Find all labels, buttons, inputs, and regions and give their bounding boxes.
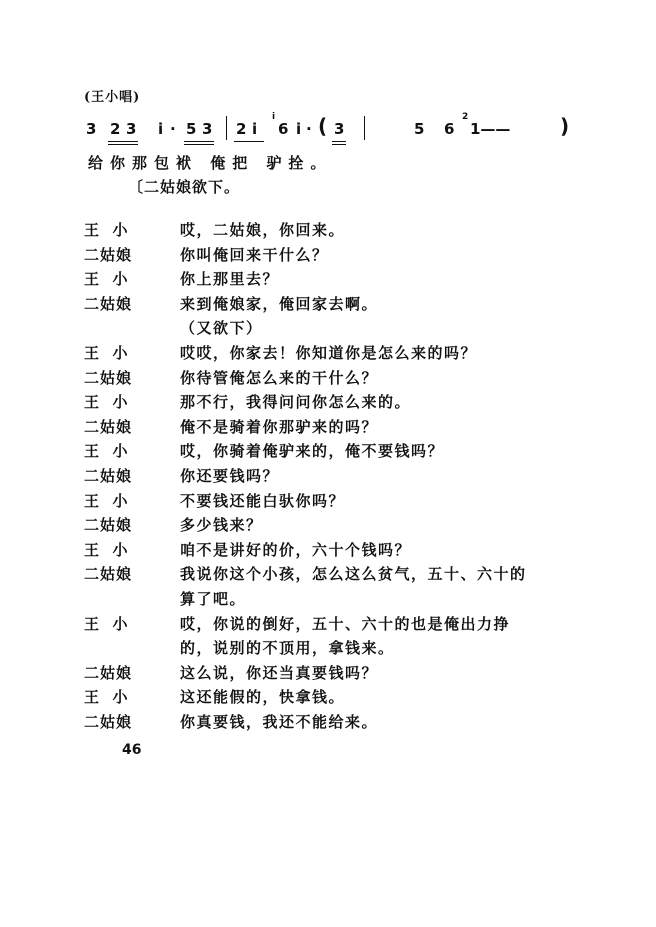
speaker: 王 小: [84, 442, 129, 461]
line: 这么说，你还当真要钱吗？: [180, 663, 379, 682]
dialogue-row: [84, 710, 604, 735]
line: 算了吧。: [180, 589, 247, 608]
line: 的，说别的不顶用，拿钱来。: [180, 639, 395, 658]
stage-direction: （又欲下）: [180, 319, 263, 338]
speaker: 二姑娘: [84, 466, 133, 485]
dialogue-row: [84, 636, 604, 661]
dialogue-row: [84, 661, 604, 686]
note: 3: [86, 120, 97, 138]
dialogue-row: [84, 415, 604, 440]
speaker: [84, 636, 180, 661]
note: 5: [186, 120, 197, 138]
speaker: 二姑娘: [84, 294, 133, 313]
dialogue-row: [84, 439, 604, 464]
line: 咱不是讲好的价，六十个钱吗？: [180, 540, 412, 559]
close-paren: ): [560, 114, 570, 138]
stage-direction: 〔二姑娘欲下。: [128, 178, 241, 196]
lyric-line: 给你那包袱 俺把 驴拴。: [88, 154, 333, 172]
note: i: [252, 120, 258, 138]
singer-note: (王小唱): [84, 90, 141, 105]
note: 3: [334, 120, 345, 138]
line: 不要钱还能白驮你吗？: [180, 491, 346, 510]
speaker: 王 小: [84, 614, 129, 633]
dialogue-row: [84, 489, 604, 514]
dialogue-row: [84, 243, 604, 268]
speaker: 王 小: [84, 540, 129, 559]
line: 我说你这个小孩，怎么这么贫气，五十、六十的: [180, 565, 527, 584]
page-number: 46: [122, 742, 142, 758]
line: 那不行，我得问问你怎么来的。: [180, 393, 412, 412]
line: 你待管俺怎么来的干什么？: [180, 368, 379, 387]
note: 2: [236, 120, 247, 138]
grace-note: i: [272, 112, 276, 122]
speaker: 二姑娘: [84, 663, 133, 682]
line: 哎，你说的倒好，五十、六十的也是俺出力挣: [180, 614, 511, 633]
dialogue-row: [84, 267, 604, 292]
dot: ·: [170, 120, 176, 138]
dot: ·: [306, 120, 312, 138]
open-paren: (: [318, 114, 328, 138]
note: 3: [202, 120, 213, 138]
speaker: 王 小: [84, 343, 129, 362]
line: 俺不是骑着你那驴来的吗？: [180, 417, 379, 436]
speaker: [84, 316, 180, 341]
note: 6: [278, 120, 289, 138]
dialogue-row: [84, 390, 604, 415]
dialogue-row: [84, 341, 604, 366]
dialogue-row: [84, 218, 604, 243]
line: 来到俺娘家，俺回家去啊。: [180, 294, 379, 313]
note: i: [158, 120, 164, 138]
grace-note: 2: [462, 112, 469, 122]
dialogue-row: [84, 464, 604, 489]
speaker: 王 小: [84, 270, 129, 289]
note: i: [296, 120, 302, 138]
speaker: 王 小: [84, 393, 129, 412]
note: 3: [126, 120, 137, 138]
note: 6: [444, 120, 455, 138]
line: 你还要钱吗？: [180, 466, 280, 485]
speaker: 二姑娘: [84, 516, 133, 535]
speaker: 二姑娘: [84, 368, 133, 387]
dialogue-row: [84, 538, 604, 563]
speaker: 二姑娘: [84, 565, 133, 584]
dialogue-row: [84, 685, 604, 710]
line: 你真要钱，我还不能给来。: [180, 712, 379, 731]
dialogue-block: [84, 218, 604, 734]
dialogue-row: [84, 612, 604, 637]
dialogue-row: [84, 587, 604, 612]
note: 5: [414, 120, 425, 138]
dialogue-row: [84, 316, 604, 341]
dialogue-row: [84, 292, 604, 317]
speaker: 二姑娘: [84, 417, 133, 436]
speaker: 二姑娘: [84, 245, 133, 264]
jianpu-notation: [86, 112, 586, 152]
dialogue-row: [84, 366, 604, 391]
line: 哎哎，你家去！你知道你是怎么来的吗？: [180, 343, 478, 362]
line: 哎，二姑娘，你回来。: [180, 221, 346, 239]
line: 哎，你骑着俺驴来的，俺不要钱吗？: [180, 442, 445, 461]
dialogue-row: [84, 562, 604, 587]
line: 你叫俺回来干什么？: [180, 245, 329, 264]
speaker: [84, 587, 180, 612]
speaker: 王 小: [84, 221, 129, 239]
note: 2: [110, 120, 121, 138]
line: 多少钱来？: [180, 516, 263, 535]
speaker: 二姑娘: [84, 712, 133, 731]
line: 你上那里去？: [180, 270, 280, 289]
note: 1——: [470, 120, 511, 138]
speaker: 王 小: [84, 688, 129, 707]
line: 这还能假的，快拿钱。: [180, 688, 346, 707]
speaker: 王 小: [84, 491, 129, 510]
dialogue-row: [84, 513, 604, 538]
